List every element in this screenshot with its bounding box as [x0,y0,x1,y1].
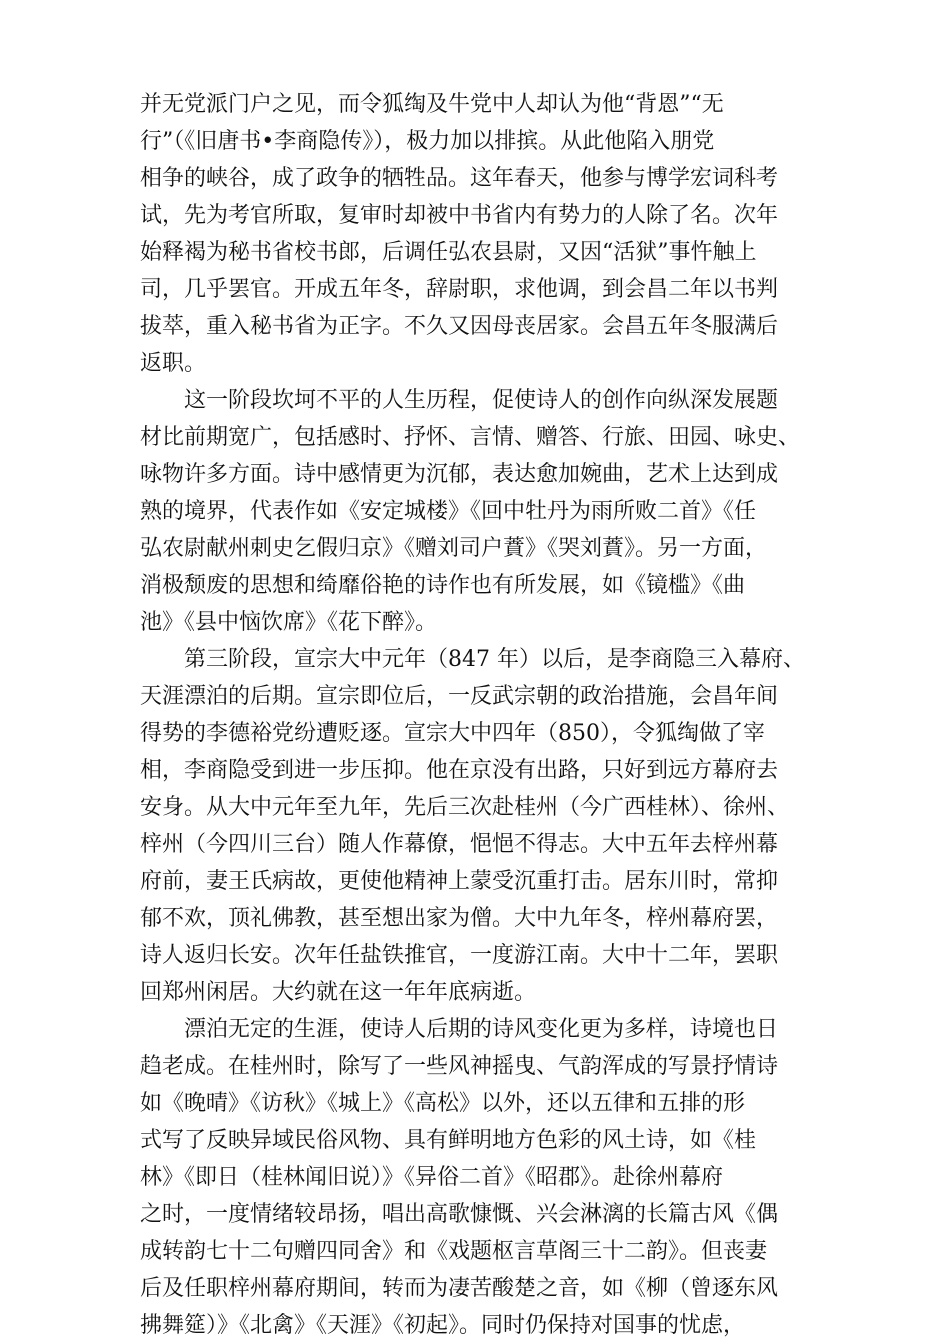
text-line: 安身。从大中元年至九年，先后三次赴桂州（今广西桂林）、徐州、 [140,795,790,820]
text-line: 如《晚晴》《访秋》《城上》《高松》以外，还以五律和五排的形 [140,1091,746,1116]
text-line: 趋老成。在桂州时，除写了一些风神摇曳、气韵浑成的写景抒情诗 [140,1054,779,1079]
text-line: 拔萃，重入秘书省为正字。不久又因母丧居家。会昌五年冬服满后 [140,314,779,339]
text-line: 相争的峡谷，成了政争的牺牲品。这年春天，他参与博学宏词科考 [140,166,779,191]
text-line: 返职。 [140,351,207,376]
text-line: 行”（《旧唐书•李商隐传》），极力加以排摈。从此他陷入朋党 [140,129,715,154]
text-line: 相，李商隐受到进一步压抑。他在京没有出路，只好到远方幕府去 [140,758,779,783]
text-line: 并无党派门户之见，而令狐绹及牛党中人却认为他“背恩”“无 [140,92,724,117]
text-line: 回郑州闲居。大约就在这一年年底病逝。 [140,980,537,1005]
paragraph-start-line: 漂泊无定的生涯，使诗人后期的诗风变化更为多样，诗境也日 [184,1017,779,1042]
text-line: 府前，妻王氏病故，更使他精神上蒙受沉重打击。居东川时，常抑 [140,869,779,894]
text-line: 后及任职梓州幕府期间，转而为凄苦酸楚之音，如《柳（曾逐东风 [140,1276,779,1301]
text-line: 材比前期宽广，包括感时、抒怀、言情、赠答、行旅、田园、咏史、 [140,425,801,450]
text-line: 咏物许多方面。诗中感情更为沉郁，表达愈加婉曲，艺术上达到成 [140,462,779,487]
paragraph-start-line: 这一阶段坎坷不平的人生历程，促使诗人的创作向纵深发展题 [184,388,779,413]
text-line: 天涯漂泊的后期。宣宗即位后，一反武宗朝的政治措施，会昌年间 [140,684,779,709]
text-line: 司，几乎罢官。开成五年冬，辞尉职，求他调，到会昌二年以书判 [140,277,779,302]
text-line: 池》《县中恼饮席》《花下醉》。 [140,610,438,635]
text-line: 拂舞筵）》《北禽》《天涯》《初起》。同时仍保持对国事的忧虑， [140,1313,746,1338]
text-line: 熟的境界，代表作如《安定城楼》《回中牡丹为雨所败二首》《任 [140,499,757,524]
text-line: 诗人返归长安。次年任盐铁推官，一度游江南。大中十二年，罢职 [140,943,779,968]
text-line: 得势的李德裕党纷遭贬逐。宣宗大中四年（850），令狐绹做了宰 [140,721,765,746]
text-line: 成转韵七十二句赠四同舍》和《戏题枢言草阁三十二韵》。但丧妻 [140,1239,768,1264]
text-line: 试，先为考官所取，复审时却被中书省内有势力的人除了名。次年 [140,203,779,228]
text-line: 弘农尉献州刺史乞假归京》《赠刘司户蕡》《哭刘蕡》。另一方面， [140,536,768,561]
text-line: 消极颓废的思想和绮靡俗艳的诗作也有所发展，如《镜槛》《曲 [140,573,746,598]
text-line: 梓州（今四川三台）随人作幕僚，悒悒不得志。大中五年去梓州幕 [140,832,779,857]
text-line: 式写了反映异域民俗风物、具有鲜明地方色彩的风土诗，如《桂 [140,1128,757,1153]
text-line: 郁不欢，顶礼佛教，甚至想出家为僧。大中九年冬，梓州幕府罢， [140,906,779,931]
text-line: 始释褐为秘书省校书郎，后调任弘农县尉，又因“活狱”事忤触上 [140,240,757,265]
paragraph-start-line: 第三阶段，宣宗大中元年（847 年）以后，是李商隐三入幕府、 [184,647,805,672]
document-page [140,86,828,1344]
text-line: 之时，一度情绪较昂扬，唱出高歌慷慨、兴会淋漓的长篇古风《偶 [140,1202,779,1227]
text-line: 林》《即日（桂林闻旧说）》《异俗二首》《昭郡》。赴徐州幕府 [140,1165,724,1190]
